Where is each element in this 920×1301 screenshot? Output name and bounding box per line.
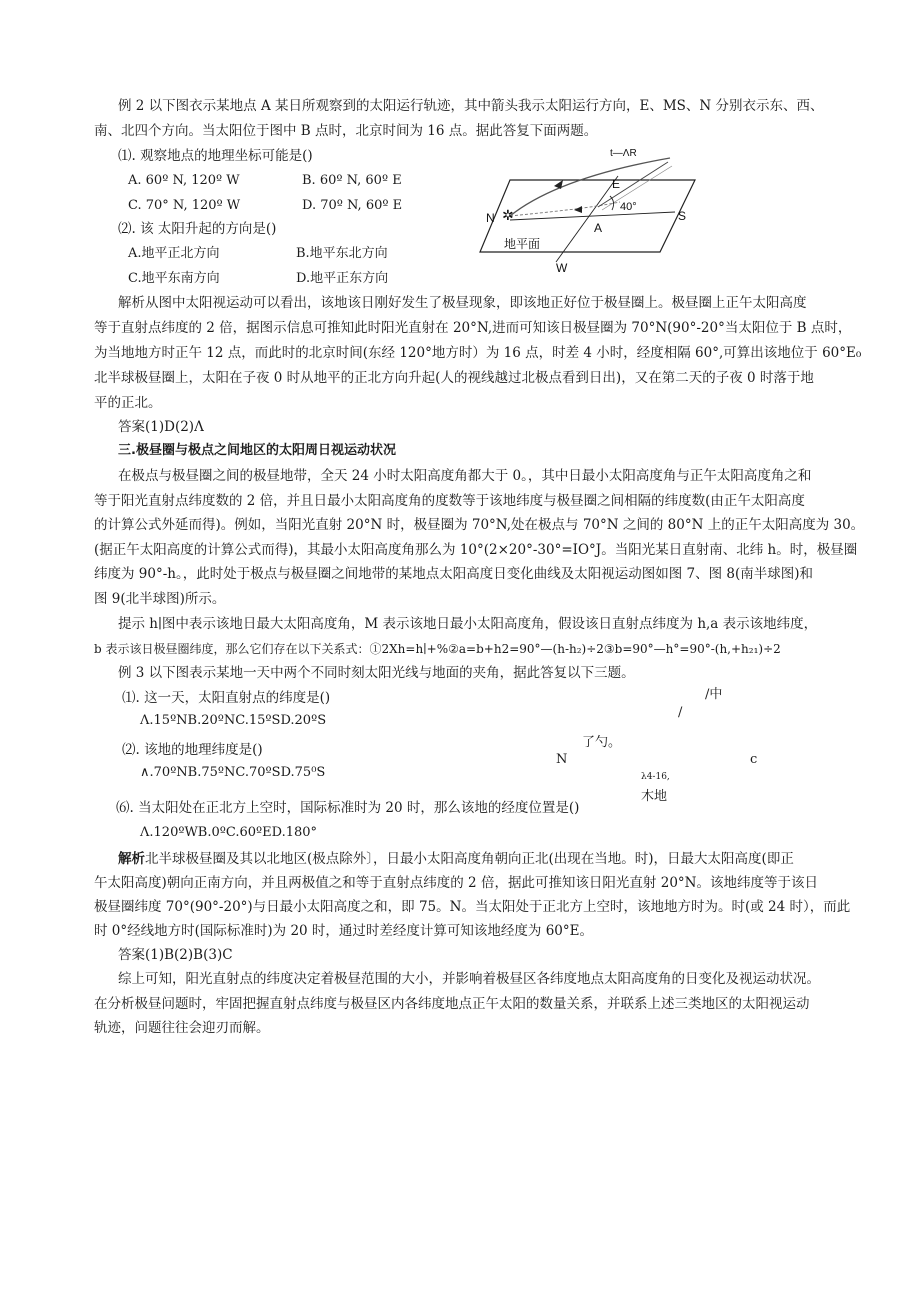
ex2-line2: 南、北四个方向。当太阳位于图中 B 点时，北京时间为 16 点。据此答复下面两题。 — [94, 123, 598, 139]
sun-symbol: ✲ — [502, 207, 514, 223]
summary-l2: 在分析极昼问题时，牢固把握直射点纬度与极昼区内各纬度地点正午太阳的数量关系，并联系上述三类地区的太阳视运动 — [94, 996, 810, 1012]
section3-l2: 等于阳光直射点纬度数的 2 倍，并且日最小太阳高度角的度数等于该地纬度与极昼圈之间相隔的纬度数(由正午太阳高度 — [94, 493, 805, 509]
ex2-q1-opt-c: C. 70° N, 120º W — [128, 198, 241, 213]
section3-tip2: b 表示该日极昼圈纬度，那么它们存在以下关系式：①2Xh=h∣+%②a=b+h2=90°—(h-h₂)÷2③b=90°—h°=90°-(h,+h₂₁)÷2 — [94, 642, 781, 656]
ex3-q3-opts: Λ.120ºWB.0ºC.60ºED.180° — [140, 825, 318, 840]
label-ground: 地平面 — [504, 237, 541, 251]
ex2-q1-opt-a: A. 60º N, 120º W — [128, 173, 240, 188]
analysis3-l3: 极昼圈纬度 70°(90°-20°)与日最小太阳高度之和，即 75。N。当太阳处于正北方上空时，该地地方时为。时(或 24 时），而此 — [94, 899, 851, 915]
ex3-intro: 例 3 以下图表示某地一天中两个不同时刻太阳光线与地面的夹角，据此答复以下三题。 — [118, 665, 635, 681]
label-south: S — [678, 209, 687, 223]
section3-l5: 纬度为 90°-h。，此时处于极点与极昼圈之间地带的某地点太阳高度日变化曲线及太阳视运动图如图 7、图 8(南半球图)和 — [94, 566, 814, 582]
ex2-q2-opt-d: D.地平正东方向 — [296, 271, 389, 286]
section3-l6: 图 9(北半球图)所示。 — [94, 591, 226, 607]
ex2-q2: ⑵. 该 太阳升起的方向是() — [118, 221, 277, 237]
ex2-q1: ⑴. 观察地点的地理坐标可能是() — [118, 148, 313, 164]
analysis1-l2: 等于直射点纬度的 2 倍，据图示信息可推知此时阳光直射在 20°N,进而可知该日极昼圈为 70°N(90°-20°当太阳位于 B 点时， — [94, 320, 852, 336]
ex2-q2-opt-b: B.地平东北方向 — [296, 246, 388, 261]
sun-path-diagram — [470, 140, 710, 280]
section3-heading: 三.极昼圈与极点之间地区的太阳周日视运动状况 — [118, 443, 396, 458]
arrow-head-lower — [574, 206, 582, 213]
analysis1-l1: 解析从图中太阳视运动可以看出，该地该日刚好发生了极昼现象，即该地正好位于极昼圈上。极昼圈上正午太阳高度 — [118, 295, 807, 311]
ex3-q2: ⑵. 该地的地理纬度是() — [122, 742, 263, 758]
analysis3-l1: 北半球极昼圈及其以北地区(极点除外〕，日最小太阳高度角朝向正北(出现在当地。时)，日最大太阳高度(即正 — [145, 851, 794, 867]
label-angle: 40° — [620, 201, 637, 213]
section3-l1: 在极点与极昼圈之间的极昼地带，全天 24 小时太阳高度角都大于 0。，其中日最小太阳高度角与正午太阳高度角之和 — [118, 468, 812, 484]
ex2-q1-opt-b: B. 60º N, 60º E — [302, 173, 402, 188]
ex3-figure-small-label: λ4-16, — [641, 772, 670, 782]
label-north: N — [486, 211, 495, 225]
analysis1-l4: 北半球极昼圈上，太阳在子夜 0 时从地平的正北方向升起(人的视线越过北极点看到日出)，又在第二天的子夜 0 时落于地 — [94, 370, 814, 386]
analysis3-label: 解析 — [118, 851, 145, 867]
analysis3-answer: 答案(1)B(2)B(3)C — [118, 947, 233, 963]
ex3-figure-fragment: / — [678, 705, 683, 720]
ex3-q1-opts: Λ.15ºNB.20ºNC.15ºSD.20ºS — [140, 713, 327, 728]
label-east: E — [612, 177, 621, 191]
section3-l3: 的计算公式外延而得)。例如，当阳光直射 20°N 时，极昼圈为 70°N,处在极点与 70°N 之间的 80°N 上的正午太阳高度为 30。 — [94, 517, 865, 533]
ex2-q1-opt-d: D. 70º N, 60º E — [302, 198, 403, 213]
ex3-figure-label-north: N — [556, 752, 568, 767]
ex2-q2-opt-c: C.地平东南方向 — [128, 271, 220, 286]
ex3-figure-ground-label: 木地 — [641, 789, 668, 804]
ex2-q2-opt-a: A.地平正北方向 — [128, 246, 220, 261]
section3-l4: (据正午太阳高度的计算公式而得)，其最小太阳高度角那么为 10°(2×20°-30°=IO°J。当阳光某日直射南、北纬 h。时，极昼圈 — [94, 542, 858, 558]
label-point-a: A — [594, 221, 603, 235]
summary-l3: 轨迹，问题往往会迎刃而解。 — [94, 1020, 270, 1036]
analysis1-answer: 答案(1)D(2)Λ — [118, 419, 204, 435]
label-west: W — [556, 261, 568, 275]
ex3-figure-fragment: /中 — [705, 687, 723, 702]
east-west-line — [556, 176, 621, 262]
analysis3-line1 — [118, 846, 794, 872]
ex2-line1: 例 2 以下图衣示某地点 A 某日所观察到的太阳运行轨迹，其中箭头我示太阳运行方向，E、MS、N 分别衣示东、西、 — [118, 98, 824, 114]
ex3-figure-fragment: 了勺。 — [582, 735, 622, 750]
analysis3-l4: 时 0°经线地方时(国际标准时)为 20 时，通过时差经度计算可知该地经度为 60°E。 — [94, 923, 593, 939]
north-south-line — [510, 212, 675, 220]
analysis1-l5: 平的正北。 — [94, 395, 162, 411]
section3-tip1: 提示 h∣图中表示该地日最大太阳高度角，M 表示该地日最小太阳高度角，假设该日直射点纬度为 h,a 表示该地纬度， — [118, 616, 818, 632]
ex3-q1: ⑴. 这一天，太阳直射点的纬度是() — [122, 690, 331, 706]
ex3-figure-label-c: c — [750, 752, 758, 767]
diagram-arrow-label: t—ΛR — [610, 148, 637, 159]
analysis1-l3: 为当地地方时正午 12 点，而此时的北京时间(东经 120°地方时）为 16 点，时差 4 小时，经度相隔 60°,可算出该地位于 60°E₀ — [94, 345, 862, 361]
analysis3-l2: 午太阳高度)朝向正南方向，并且两极值之和等于直射点纬度的 2 倍，据此可推知该日阳光直射 20°N。该地纬度等于该日 — [94, 875, 818, 891]
summary-l1: 综上可知，阳光直射点的纬度决定着极昼范围的大小，并影响着极昼区各纬度地点太阳高度角的日变化及视运动状况。 — [118, 971, 820, 987]
ex3-q2-opts: ∧.70ºNB.75ºNC.70ºSD.75⁰S — [140, 765, 326, 780]
ex3-q3: ⑹. 当太阳处在正北方上空时，国际标准时为 20 时，那么该地的经度位置是() — [116, 800, 580, 816]
